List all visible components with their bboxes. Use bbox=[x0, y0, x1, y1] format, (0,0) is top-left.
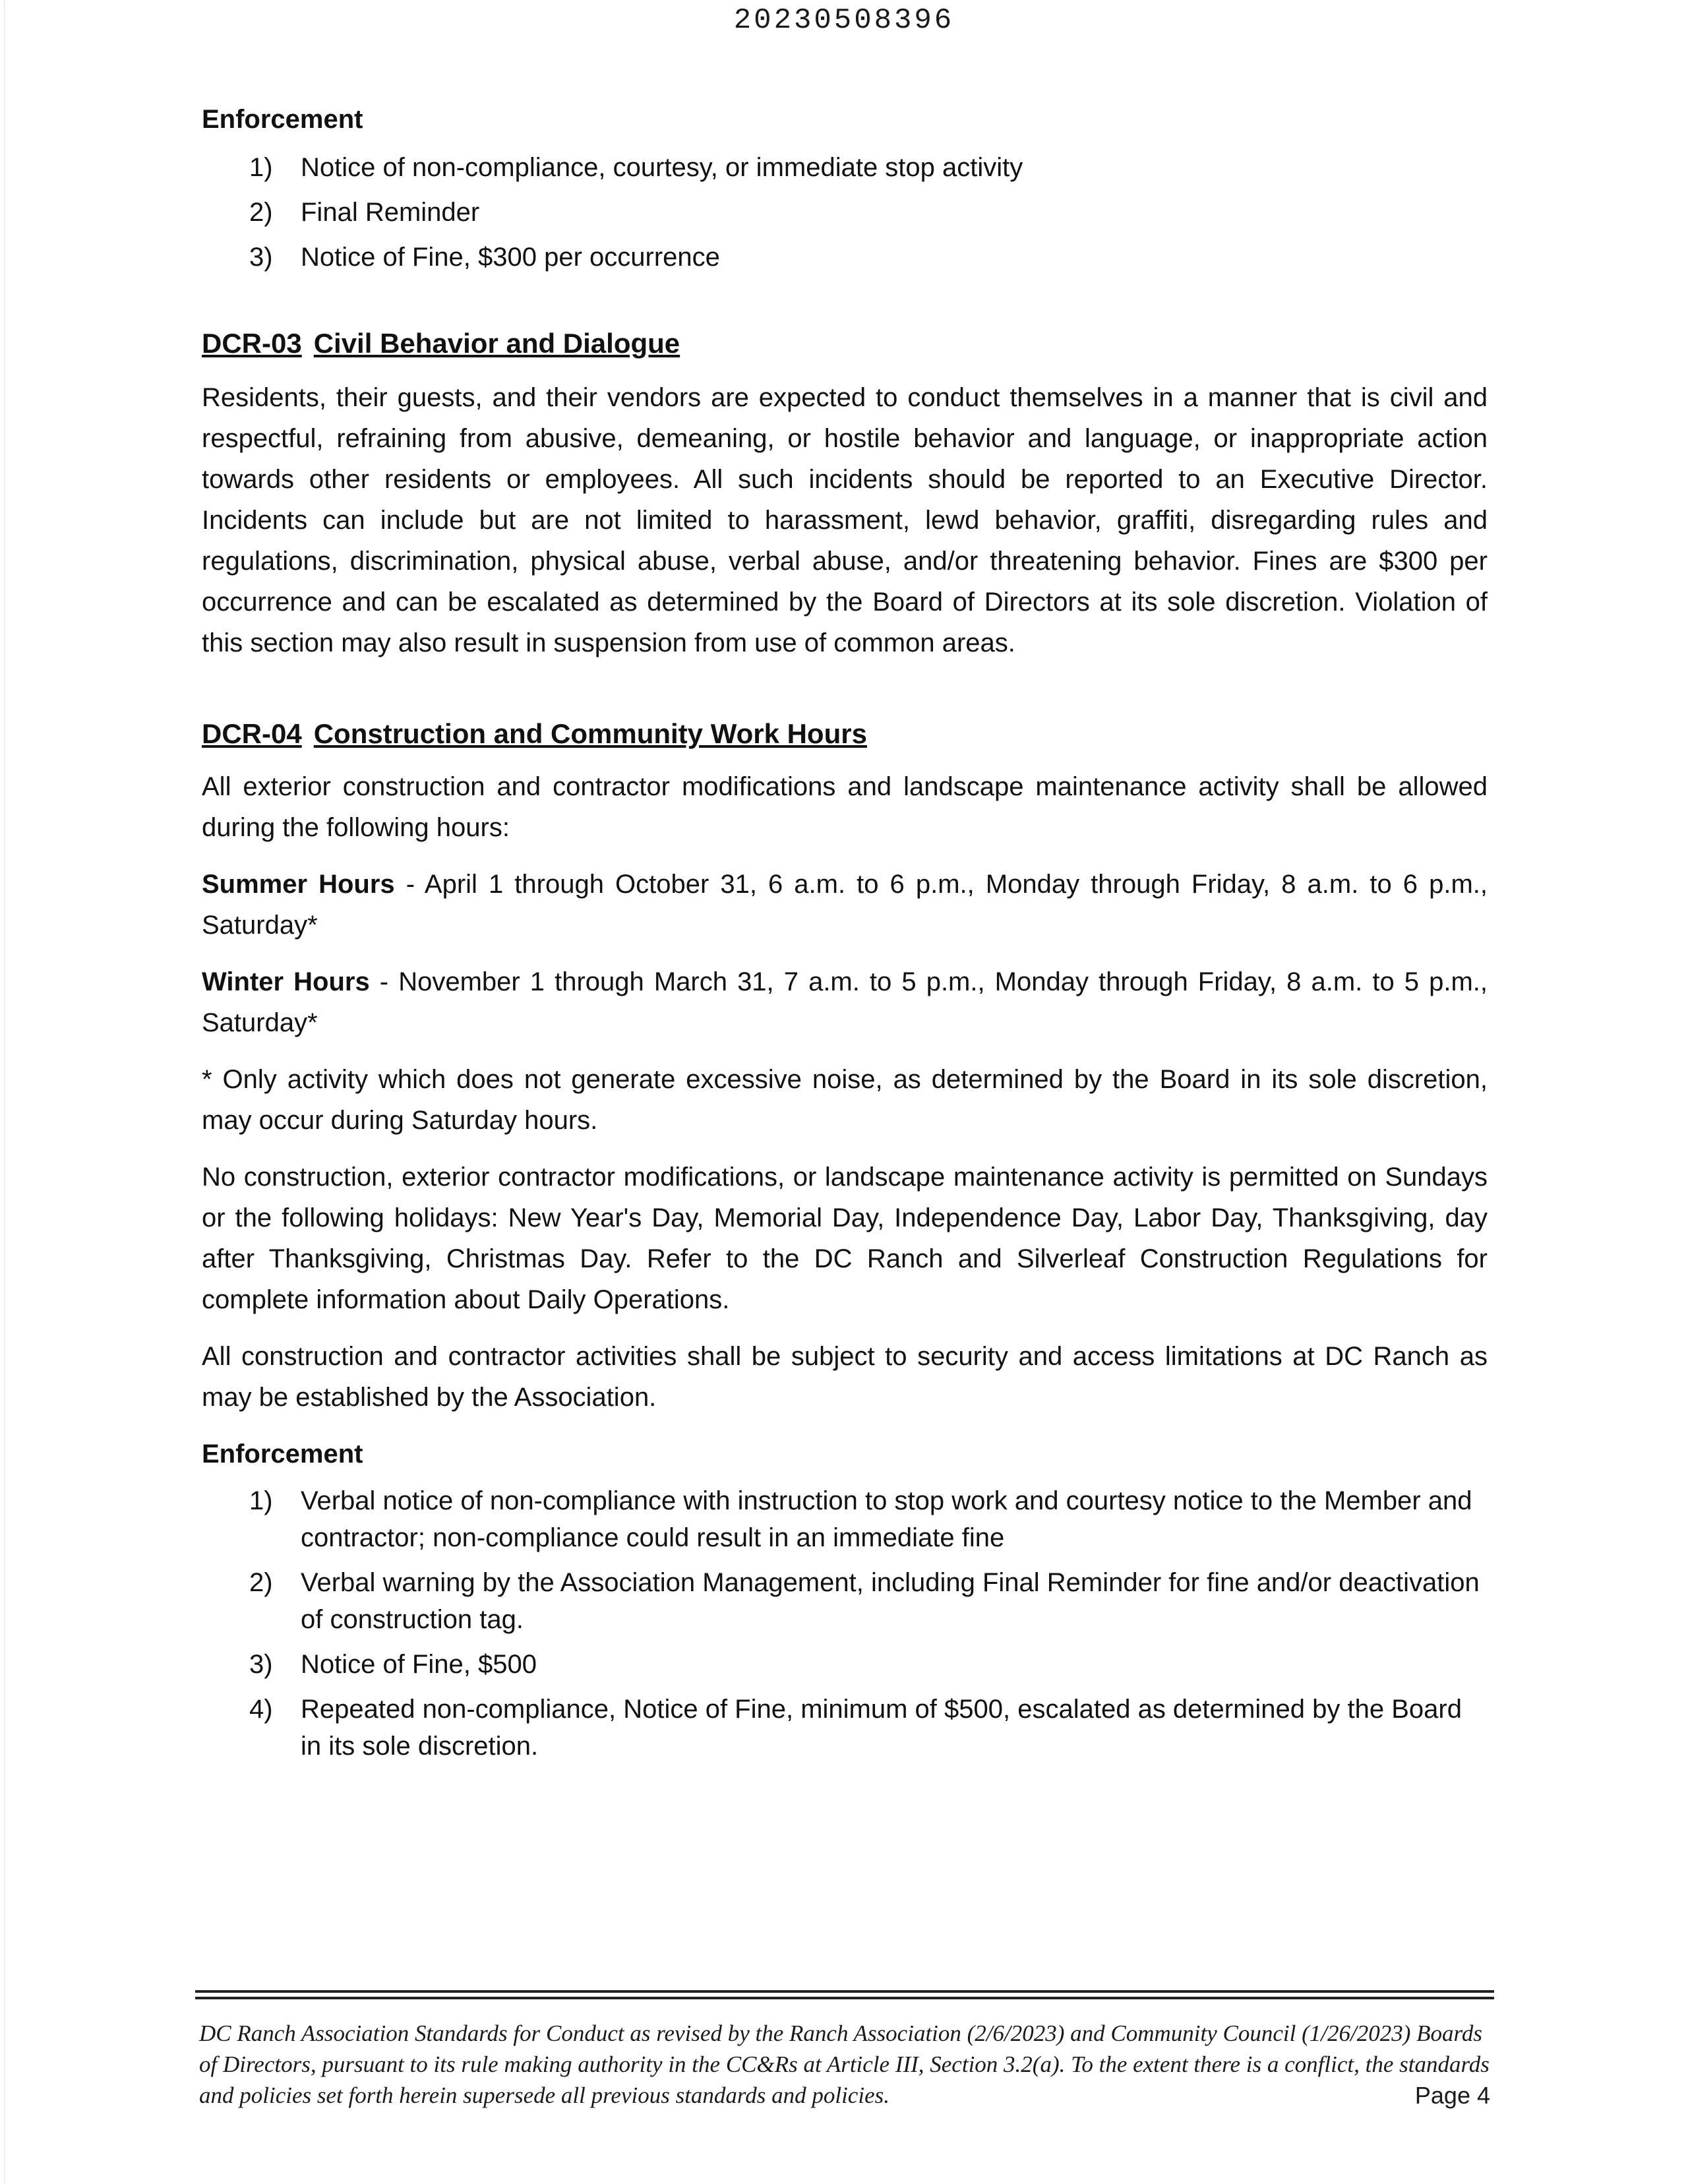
list-item-text: Notice of Fine, $300 per occurrence bbox=[301, 243, 720, 272]
enforcement-section-2 bbox=[202, 1434, 1488, 1765]
paragraph: All exterior construction and contractor modifications and landscape maintenance activity shall be allowed during the following hours: bbox=[202, 772, 1488, 842]
enforcement-heading: Enforcement bbox=[202, 105, 363, 134]
footer bbox=[199, 2018, 1495, 2111]
enforcement-heading: Enforcement bbox=[202, 1440, 363, 1469]
list-item-number: 2) bbox=[249, 1568, 273, 1597]
saturday-note: * Only activity which does not generate excessive noise, as determined by the Board in its sole discretion, may occur during Saturday hours. bbox=[202, 1065, 1488, 1135]
list-item-text: Repeated non-compliance, Notice of Fine, minimum of $500, escalated as determined by the Board in its sole discretion. bbox=[301, 1695, 1462, 1761]
summer-hours bbox=[202, 864, 1488, 946]
list-item bbox=[202, 235, 1488, 280]
page-number: Page 4 bbox=[1414, 2082, 1490, 2109]
list-item bbox=[202, 1646, 1488, 1683]
list-item-text: Verbal warning by the Association Management, including Final Reminder for fine and/or deactivation of construction tag. bbox=[301, 1568, 1480, 1634]
summer-hours-text: - April 1 through October 31, 6 a.m. to 6 p.m., Monday through Friday, 8 a.m. to 6 p.m., Saturday* bbox=[202, 870, 1488, 940]
list-item-number: 3) bbox=[249, 1650, 273, 1679]
section-code: DCR-03 bbox=[202, 328, 302, 359]
list-item-number: 2) bbox=[249, 198, 273, 227]
winter-hours-label: Winter Hours bbox=[202, 967, 370, 996]
list-item-number: 1) bbox=[249, 153, 273, 182]
list-item-number: 1) bbox=[249, 1486, 273, 1515]
list-item-text: Notice of Fine, $500 bbox=[301, 1650, 537, 1679]
section-title-text: Construction and Community Work Hours bbox=[313, 718, 867, 749]
section-title-text: Civil Behavior and Dialogue bbox=[313, 328, 680, 359]
enforcement-section-1 bbox=[202, 99, 1488, 280]
list-item-text: Final Reminder bbox=[301, 198, 480, 227]
list-item-text: Notice of non-compliance, courtesy, or immediate stop activity bbox=[301, 153, 1023, 182]
footer-divider bbox=[195, 1990, 1494, 1999]
list-item-text: Verbal notice of non-compliance with instruction to stop work and courtesy notice to the Member and contractor; non-compliance could result in an immediate fine bbox=[301, 1486, 1472, 1552]
paragraph: All construction and contractor activities shall be subject to security and access limitations at DC Ranch as may be established by the Association. bbox=[202, 1342, 1488, 1412]
section-code: DCR-04 bbox=[202, 718, 302, 749]
enforcement-list bbox=[202, 1482, 1488, 1765]
winter-hours-text: - November 1 through March 31, 7 a.m. to 5 p.m., Monday through Friday, 8 a.m. to 5 p.m., Saturday* bbox=[202, 967, 1488, 1037]
section-title bbox=[202, 323, 1488, 364]
winter-hours bbox=[202, 961, 1488, 1043]
list-item-number: 3) bbox=[249, 243, 273, 272]
paragraph: Residents, their guests, and their vendors are expected to conduct themselves in a manner that is civil and respectful, refraining from abusive, demeaning, or hostile behavior and language, or inappropriate action towards other residents or employees. All such incidents should be reported to an Executive Director. Incidents can include but are not limited to harassment, lewd behavior, graffiti, disregarding rules and regulations, discrimination, physical abuse, verbal abuse, and/or threatening behavior. Fines are $300 per occurrence and can be escalated as determined by the Board of Directors at its sole discretion. Violation of this section may also result in suspension from use of common areas. bbox=[202, 383, 1488, 657]
section-dcr-04 bbox=[202, 713, 1488, 1418]
section-title bbox=[202, 713, 1488, 754]
list-item bbox=[202, 1564, 1488, 1638]
list-item bbox=[202, 1691, 1488, 1765]
page-content bbox=[202, 99, 1488, 1773]
enforcement-list bbox=[202, 145, 1488, 280]
paragraph: No construction, exterior contractor modifications, or landscape maintenance activity is permitted on Sundays or the following holidays: New Year's Day, Memorial Day, Independence Day, Labor Day, Thanksgiving, day after Thanksgiving, Christmas Day. Refer to the DC Ranch and Silverleaf Construction Regulations for complete information about Daily Operations. bbox=[202, 1163, 1488, 1314]
section-dcr-03 bbox=[202, 323, 1488, 663]
list-item bbox=[202, 1482, 1488, 1556]
list-item bbox=[202, 145, 1488, 190]
list-item bbox=[202, 190, 1488, 235]
list-item-number: 4) bbox=[249, 1695, 273, 1724]
scan-edge bbox=[0, 0, 5, 2184]
document-number: 20230508396 bbox=[733, 4, 955, 37]
summer-hours-label: Summer Hours bbox=[202, 870, 395, 899]
footer-text: DC Ranch Association Standards for Conduct as revised by the Ranch Association (2/6/2023) and Community Council (1/26/2023) Boards of Directors, pursuant to its rule making authority in the CC&Rs at Article III, Section 3.2(a). To the extent there is a conflict, the standards and policies set forth herein supersede all previous standards and policies. bbox=[199, 2020, 1490, 2108]
